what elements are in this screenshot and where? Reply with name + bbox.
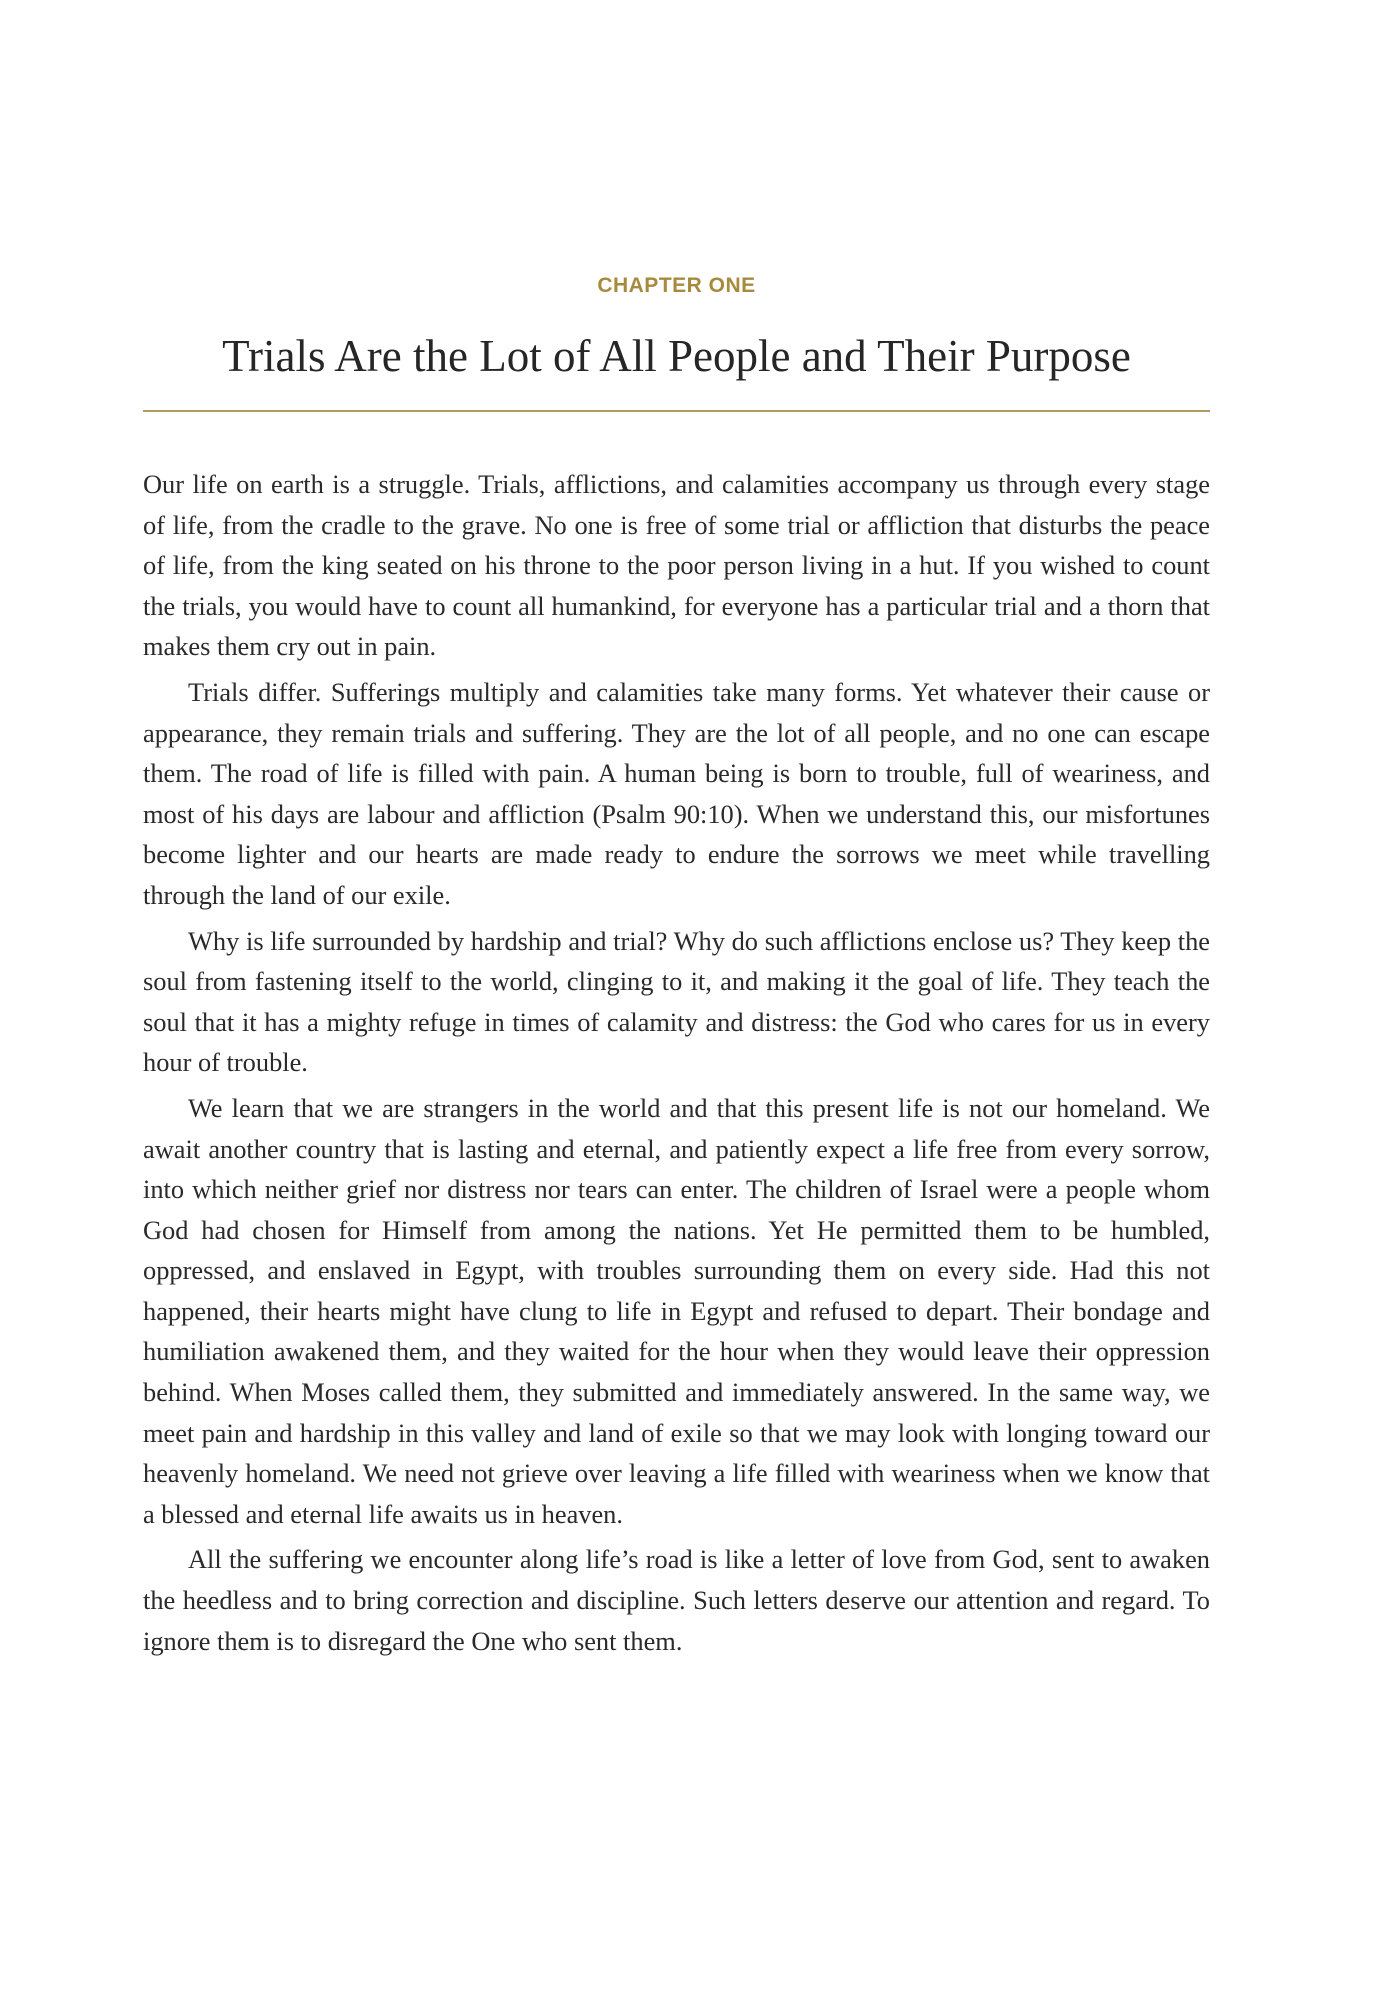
book-page (143, 270, 1210, 1666)
title-divider (143, 410, 1210, 412)
paragraph: Our life on earth is a struggle. Trials, afflictions, and calamities accompany us through every stage of life, from the cradle to the grave. No one is free of some trial or affliction that disturbs the peace of life, from the king seated on his throne to the poor person living in a hut. If you wished to count the trials, you would have to count all humankind, for everyone has a particular trial and a thorn that makes them cry out in pain. (143, 469, 1210, 662)
chapter-label: CHAPTER ONE (597, 274, 756, 297)
paragraph: All the suffering we encounter along life’s road is like a letter of love from God, sent to awaken the heedless and to bring correction and discipline. Such letters deserve our attention and regard. To ignore them is to disregard the One who sent them. (143, 1544, 1210, 1656)
paragraph: Trials differ. Sufferings multiply and calamities take many forms. Yet whatever their cause or appearance, they remain trials and suffering. They are the lot of all people, and no one can escape them. The road of life is filled with pain. A human being is born to trouble, full of weariness, and most of his days are labour and affliction (Psalm 90:10). When we understand this, our misfortunes become lighter and our hearts are made ready to endure the sorrows we meet while travelling through the land of our exile. (143, 676, 1210, 910)
paragraph: Why is life surrounded by hardship and trial? Why do such afflictions enclose us? They keep the soul from fastening itself to the world, clinging to it, and making it the goal of life. They teach the soul that it has a mighty refuge in times of calamity and distress: the God who cares for us in every hour of trouble. (143, 925, 1210, 1078)
chapter-body (143, 464, 1210, 1661)
paragraph: We learn that we are strangers in the world and that this present life is not our homeland. We await another country that is lasting and eternal, and patiently expect a life free from every sorrow, into which neither grief nor distress nor tears can enter. The children of Israel were a people whom God had chosen for Himself from among the nations. Yet He permitted them to be humbled, oppressed, and enslaved in Egypt, with troubles surrounding them on every side. Had this not happened, their hearts might have clung to life in Egypt and refused to depart. Their bondage and humiliation awakened them, and they waited for the hour when they would leave their oppression behind. When Moses called them, they submitted and immediately answered. In the same way, we meet pain and hardship in this valley and land of exile so that we may look with longing toward our heavenly homeland. We need not grieve over leaving a life filled with weariness when we know that a blessed and eternal life awaits us in heaven. (143, 1092, 1210, 1529)
chapter-title: Trials Are the Lot of All People and Their Purpose (222, 331, 1131, 381)
